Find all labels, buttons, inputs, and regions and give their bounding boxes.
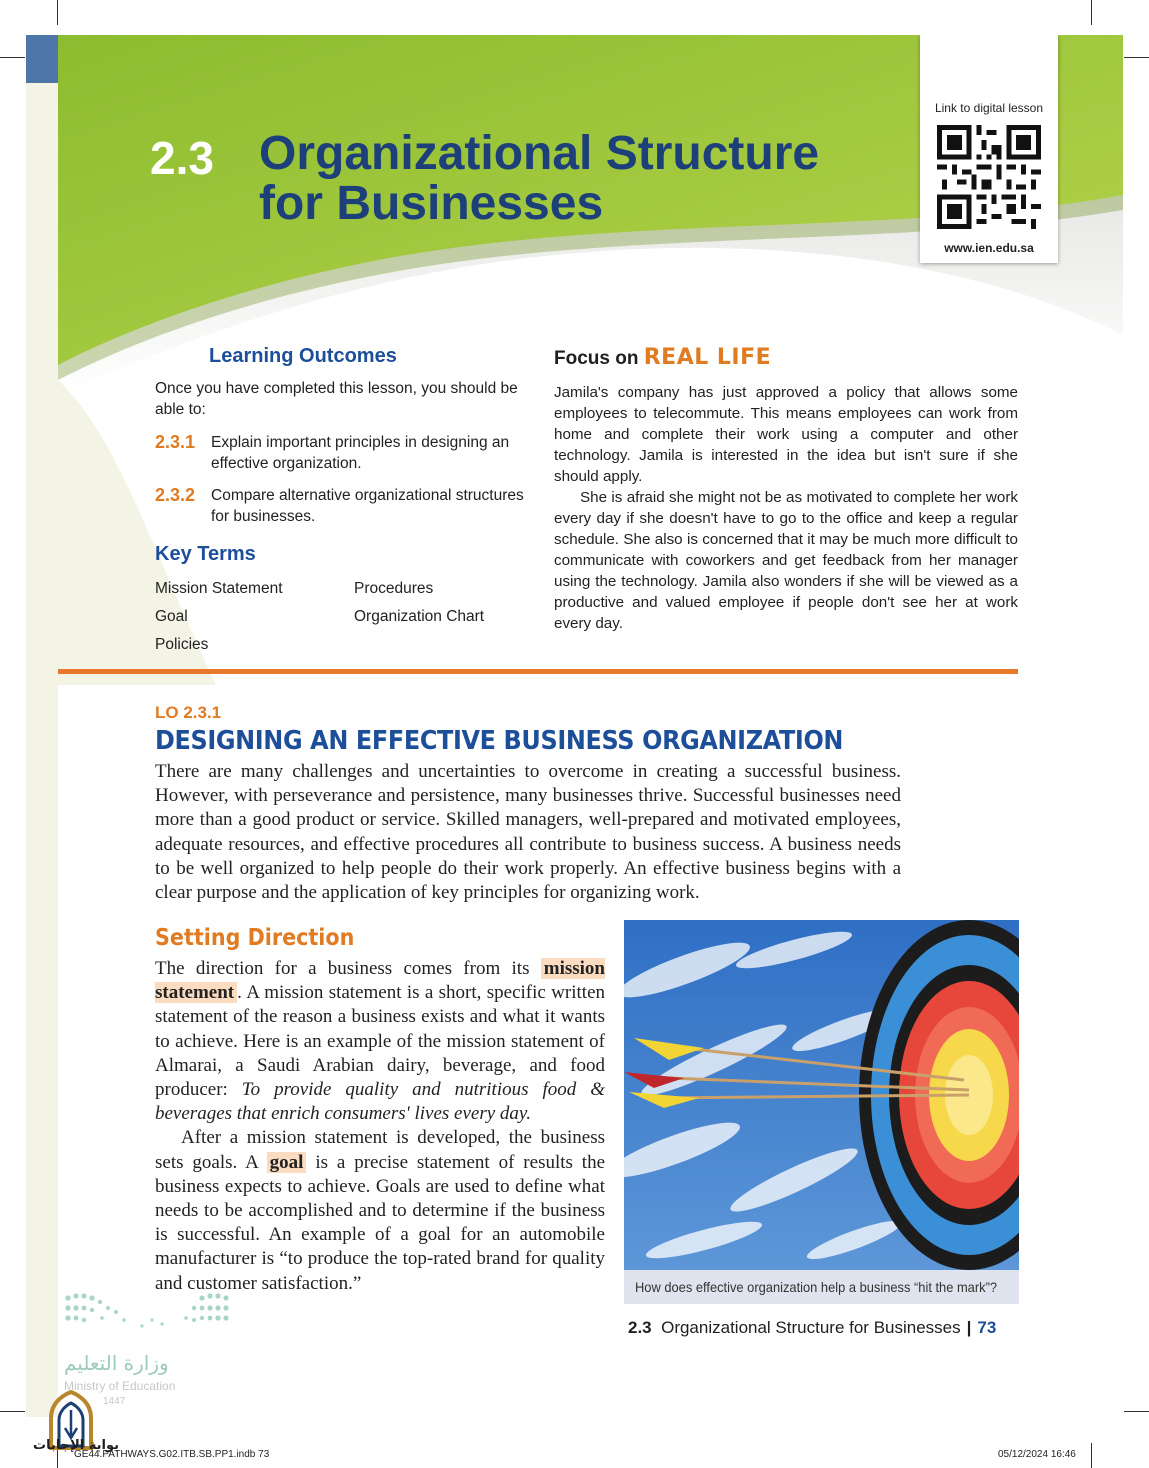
setting-direction-body xyxy=(155,957,605,1296)
key-term: Policies xyxy=(155,636,209,653)
qr-code-icon[interactable] xyxy=(937,123,1041,231)
key-term: Goal xyxy=(155,608,188,625)
ministry-english-name: Ministry of Education xyxy=(64,1379,176,1393)
real-life-highlight: REAL LIFE xyxy=(643,345,772,370)
footer-section-title: Organizational Structure for Businesses xyxy=(661,1318,961,1337)
section-divider xyxy=(58,669,1018,674)
section-number: 2.3 xyxy=(150,132,214,184)
watermark-text: بوابة الإجابات xyxy=(33,1438,119,1453)
focus-real-life-heading xyxy=(554,345,771,370)
page-number: 73 xyxy=(977,1318,997,1337)
focus-prefix: Focus on xyxy=(554,348,639,369)
crop-mark xyxy=(1091,0,1092,25)
mission-paragraph xyxy=(155,957,605,1126)
crop-mark xyxy=(1124,57,1149,58)
digital-lesson-card[interactable] xyxy=(920,35,1058,263)
learning-outcome-item xyxy=(155,485,535,527)
key-term: Mission Statement xyxy=(155,580,283,597)
learning-outcome-number: 2.3.2 xyxy=(155,485,196,505)
focus-paragraph: She is afraid she might not be as motivated to complete her work every day if she doesn't have to go to the office and keep a regular schedule. She also is concerned that it may be much more difficult to communicate with coworkers and get feedback from her manager using the technology. Jamila also wonders if she will be viewed as a productive and valued employee if people don't see her at work every day. xyxy=(554,489,1018,632)
section-title: Organizational Structure for Businesses xyxy=(259,127,820,230)
lo-reference: LO 2.3.1 xyxy=(155,703,222,722)
text-run: After a mission statement is developed, the business sets goals. A xyxy=(155,1127,605,1173)
learning-outcome-item xyxy=(155,432,535,474)
key-term: Procedures xyxy=(354,580,434,597)
footer-separator: | xyxy=(966,1318,972,1337)
key-term: Organization Chart xyxy=(354,608,485,625)
crop-mark xyxy=(0,57,25,58)
footer-section-number: 2.3 xyxy=(628,1318,652,1337)
print-slug-date: 05/12/2024 16:46 xyxy=(998,1449,1076,1460)
goal-paragraph xyxy=(155,1126,605,1295)
ministry-arabic-name: وزارة التعليم xyxy=(64,1351,169,1375)
photo-caption-text: How does effective organization help a business “hit the mark”? xyxy=(635,1279,998,1295)
ministry-year: 1447 xyxy=(103,1396,126,1407)
learning-outcome-number: 2.3.1 xyxy=(155,432,196,452)
key-term-goal: goal xyxy=(267,1152,307,1173)
textbook-page xyxy=(26,35,1123,1417)
key-term-mission-statement: mission statement xyxy=(155,958,605,1004)
crop-mark xyxy=(57,0,58,25)
print-slug-file: GE44.PATHWAYS.G02.ITB.SB.PP1.indb 73 xyxy=(74,1449,270,1460)
crop-mark xyxy=(1124,1411,1149,1412)
learning-outcome-text: Explain important principles in designing an effective organization. xyxy=(211,434,510,472)
learning-outcomes-intro: Once you have completed this lesson, you should be able to: xyxy=(155,380,518,418)
focus-real-life-body xyxy=(554,382,1018,634)
setting-direction-heading: Setting Direction xyxy=(155,925,355,951)
archery-target-photo xyxy=(624,920,1019,1270)
learning-outcome-text: Compare alternative organizational structures for businesses. xyxy=(211,487,524,525)
photo-caption xyxy=(624,1270,1019,1304)
text-run: . A mission statement is a short, specific written statement of the reason a business exists and what it wants to achieve. Here is an example of the mission statement of Almarai, a Saudi Arabian dairy, beverage, and food producer: xyxy=(155,982,605,1101)
mission-quote: To provide quality and nutritious food & beverages that enrich consumers' lives every day. xyxy=(155,1079,605,1125)
crop-mark xyxy=(1091,1443,1092,1468)
key-terms-heading: Key Terms xyxy=(155,543,256,565)
learning-outcomes-heading: Learning Outcomes xyxy=(209,345,397,367)
text-run: The direction for a business comes from its xyxy=(155,958,541,979)
page-footer xyxy=(628,1318,996,1338)
section-intro xyxy=(155,760,901,905)
text-run: is a precise statement of results the business expects to achieve. Goals are used to define what needs to be accomplished and to determine if the business is successful. An example of a goal for an automobile manufacturer is “to produce the top-rated brand for quality and customer satisfaction.” xyxy=(155,1151,606,1294)
digital-lesson-url[interactable]: www.ien.edu.sa xyxy=(944,241,1034,255)
section-heading: DESIGNING AN EFFECTIVE BUSINESS ORGANIZATION xyxy=(155,726,844,756)
digital-lesson-label: Link to digital lesson xyxy=(934,101,1044,115)
intro-paragraph: There are many challenges and uncertainties to overcome in creating a successful business. However, with perseverance and persistence, many businesses thrive. Successful businesses need more than a good product or service. Skilled managers, well-prepared and motivated employees, adequate resources, and effective procedures all contribute to business success. A business needs to be well organized to help people do their work properly. An effective business begins with a clear purpose and the application of key principles for organizing work. xyxy=(155,761,901,904)
focus-paragraph: Jamila's company has just approved a policy that allows some employees to telecommute. This means employees can work from home and complete their work using a computer and other technology. Jamila is interested in the idea but isn't sure if she should apply. xyxy=(554,384,1018,485)
crop-mark xyxy=(0,1411,25,1412)
